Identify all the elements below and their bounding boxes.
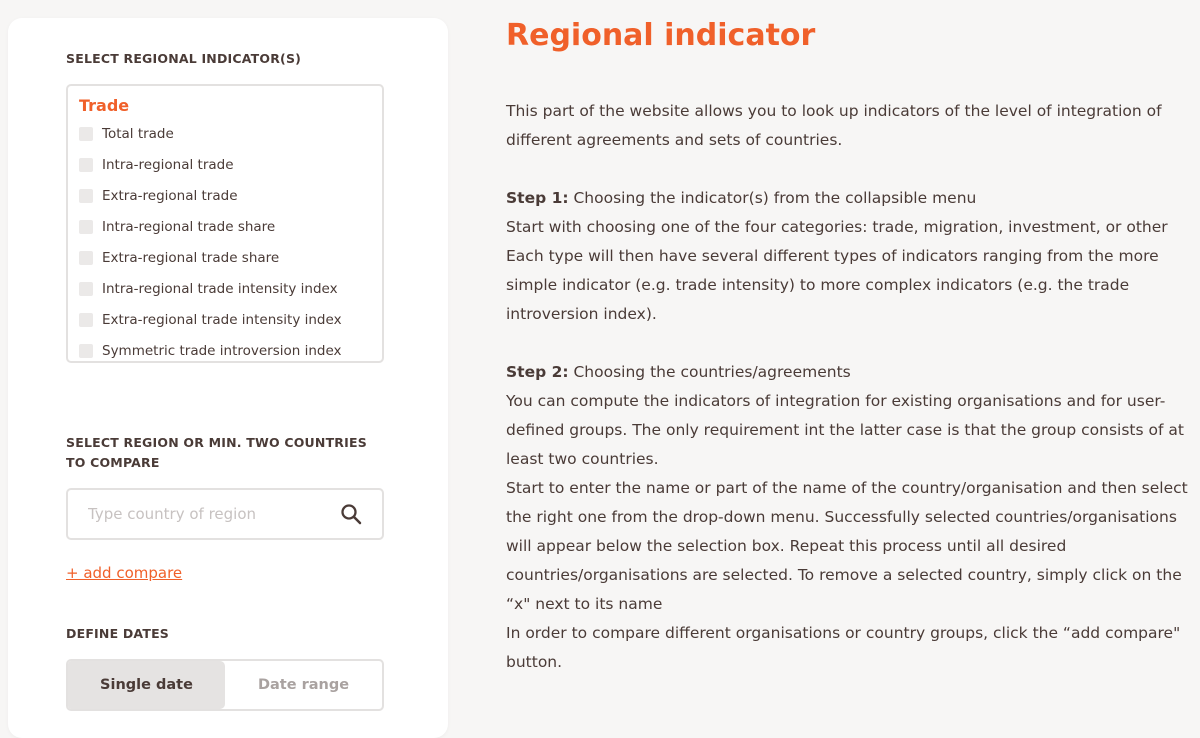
checkbox[interactable] [79,158,93,172]
indicator-option[interactable] [79,118,382,149]
indicator-option-label: Intra-regional trade [102,156,234,173]
checkbox[interactable] [79,344,93,358]
main-content [506,18,1196,677]
indicator-option-label: Intra-regional trade share [102,218,276,235]
search-input[interactable] [88,505,340,523]
indicator-option[interactable] [79,273,382,304]
checkbox[interactable] [79,251,93,265]
checkbox[interactable] [79,127,93,141]
date-range-option[interactable]: Date range [257,677,350,693]
indicator-option-label: Extra-regional trade share [102,249,280,266]
country-search[interactable] [66,488,384,540]
step2-label: Step 2: [506,363,569,381]
indicator-option[interactable] [79,335,382,363]
dates-label: DEFINE DATES [66,626,170,641]
checkbox[interactable] [79,313,93,327]
indicator-option[interactable] [79,304,382,335]
indicator-option[interactable] [79,180,382,211]
checkbox[interactable] [79,282,93,296]
date-mode-toggle[interactable] [66,659,384,711]
checkbox[interactable] [79,220,93,234]
step1-title: Choosing the indicator(s) from the collapsible menu [568,189,977,207]
step2-title: Choosing the countries/agreements [568,363,851,381]
indicator-option-label: Extra-regional trade [102,187,238,204]
step2-heading [506,358,1196,387]
search-icon[interactable] [340,503,362,525]
checkbox[interactable] [79,189,93,203]
indicator-option-label: Total trade [102,125,174,142]
region-label: SELECT REGION OR MIN. TWO COUNTRIES TO COMPARE [66,435,367,470]
add-compare-link[interactable]: + add compare [66,564,183,582]
indicator-option-label: Symmetric trade introversion index [102,342,342,359]
page-title: Regional indicator [506,18,816,53]
indicator-option[interactable] [79,242,382,273]
category-trade[interactable]: Trade [79,96,130,115]
step1-heading [506,184,1196,213]
indicator-label: SELECT REGIONAL INDICATOR(S) [66,51,302,66]
indicator-list[interactable] [66,84,384,363]
indicator-option[interactable] [79,149,382,180]
intro-text: This part of the website allows you to look up indicators of the level of integration of different agreements and sets of countries. [506,102,1162,149]
indicator-option-label: Intra-regional trade intensity index [102,280,338,297]
step1-text: Start with choosing one of the four categories: trade, migration, investment, or other Each type will then have several different types of indicators ranging from the more simple indicator (e.g. trade intensity) to more complex indicators (e.g. the trade introversion index). [506,218,1168,323]
step2-text-3: In order to compare different organisations or country groups, click the “add compare" button. [506,624,1181,671]
step1-label: Step 1: [506,189,569,207]
step2-text-2: Start to enter the name or part of the name of the country/organisation and then select the right one from the drop-down menu. Successfully selected countries/organisations will appear below the selection box. Repeat this process until all desired countries/organisations are selected. To remove a selected country, simply click on the “x" next to its name [506,479,1188,613]
indicator-option[interactable] [79,211,382,242]
indicator-option-label: Extra-regional trade intensity index [102,311,342,328]
step2-text-1: You can compute the indicators of integration for existing organisations and for user-defined groups. The only requirement int the latter case is that the group consists of at least two countries. [506,392,1184,468]
single-date-option[interactable]: Single date [68,661,225,709]
